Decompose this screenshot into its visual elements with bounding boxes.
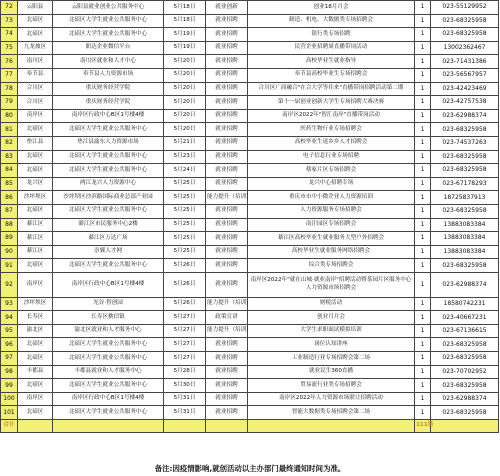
district-cell: 长寿区 [18, 311, 53, 325]
activity-type-cell: 就业招聘 [206, 150, 248, 164]
organizer-cell: 沙坪坝区沙滨路国际商业总部产业园 [53, 191, 164, 205]
date-cell: 5月25日 [164, 232, 206, 246]
phone-cell: 023-68325958 [431, 338, 499, 352]
activity-title-cell: 南岸区2022年"智汇南岸"直播带岗活动 [248, 109, 415, 123]
activity-title-cell: 智能大数据类专场招聘会第二场 [248, 406, 415, 420]
phone-cell: 023-68325958 [431, 28, 499, 42]
row-number-cell: 94 [1, 311, 18, 325]
table-row [1, 218, 499, 232]
district-cell: 奉节县 [18, 68, 53, 82]
organizer-cell: 南岸区行政中心B区1号楼4楼 [53, 272, 164, 297]
phone-cell: 023-42423469 [431, 82, 499, 96]
district-cell: 渝北区 [18, 324, 53, 338]
date-cell: 5月24日 [164, 164, 206, 178]
phone-cell: 023-68325958 [431, 123, 499, 137]
phone-cell: 023-68325958 [431, 164, 499, 178]
activity-type-cell: 就业创新 [206, 1, 248, 15]
row-number-cell: 87 [1, 204, 18, 218]
table-row [1, 311, 499, 325]
table-row [1, 68, 499, 82]
activity-type-cell: 就业招聘 [206, 365, 248, 379]
activity-type-cell: 就业招聘 [206, 338, 248, 352]
table-row [1, 28, 499, 42]
organizer-cell: 垫江县渝东人力资源市场 [53, 136, 164, 150]
phone-cell: 023-68325958 [431, 259, 499, 273]
activity-title-cell: 合川区广商融合"在合大学等往来"直播带岗招聘活动第二期 [248, 82, 415, 96]
district-cell: 云阳县 [18, 1, 53, 15]
table-row [1, 136, 499, 150]
activity-type-cell: 就业招聘 [206, 352, 248, 366]
session-count-cell: 1 [415, 136, 431, 150]
district-cell: 北碚区 [18, 406, 53, 420]
session-count-cell: 1 [415, 150, 431, 164]
row-number-cell: 92 [1, 272, 18, 297]
activity-title-cell: 制造、机电、大数据类专场招聘会 [248, 14, 415, 28]
activity-title-cell: 电子信息行业专场招聘 [248, 150, 415, 164]
table-row [1, 1, 499, 15]
activity-title-cell: 第十一届创业创新大学生专场招聘大赛决赛 [248, 96, 415, 110]
row-number-cell: 93 [1, 297, 18, 311]
table-row [1, 177, 499, 191]
session-count-cell: 1 [415, 14, 431, 28]
session-count-cell: 1 [415, 109, 431, 123]
activity-type-cell: 就业招聘 [206, 177, 248, 191]
activity-type-cell: 能力提升（培训） [206, 191, 248, 205]
date-cell: 5月31日 [164, 406, 206, 420]
table-row [1, 204, 499, 218]
phone-cell: 023-68325958 [431, 14, 499, 28]
total-blank-cell [18, 420, 53, 433]
phone-cell: 023-68325958 [431, 150, 499, 164]
activity-type-cell: 就业招聘 [206, 392, 248, 406]
row-number-cell: 95 [1, 324, 18, 338]
row-number-cell: 99 [1, 379, 18, 393]
phone-cell: 023-62988374 [431, 109, 499, 123]
date-cell: 5月25日 [164, 245, 206, 259]
session-count-cell: 1 [415, 41, 431, 55]
activity-type-cell: 就业招聘 [206, 41, 248, 55]
row-number-cell: 76 [1, 55, 18, 69]
activity-title-cell: 创业月月会 [248, 311, 415, 325]
organizer-cell: 渝北区就业和人才服务中心 [53, 324, 164, 338]
total-blank-cell [248, 420, 415, 433]
district-cell: 沙坪坝区 [18, 191, 53, 205]
table-row [1, 259, 499, 273]
organizer-cell: 长寿区桃信镇 [53, 311, 164, 325]
activity-type-cell: 就业招聘 [206, 28, 248, 42]
date-cell: 5月20日 [164, 55, 206, 69]
district-cell: 北碚区 [18, 379, 53, 393]
table-row [1, 245, 499, 259]
phone-cell: 023-68325958 [431, 204, 499, 218]
session-count-cell: 1 [415, 96, 431, 110]
activity-type-cell: 就业招聘 [206, 55, 248, 69]
total-row [1, 420, 499, 433]
activity-type-cell: 就业招聘 [206, 164, 248, 178]
organizer-cell: 北碚区大学生就业公共服务中心 [53, 28, 164, 42]
activity-type-cell: 就业招聘 [206, 272, 248, 297]
date-cell: 5月20日 [164, 109, 206, 123]
activity-type-cell: 能力提升（培训） [206, 324, 248, 338]
row-number-cell: 90 [1, 245, 18, 259]
activity-title-cell: 贸易流行业类专场招聘会 [248, 379, 415, 393]
organizer-cell: 南岸区行政中心B区1号楼4楼 [53, 392, 164, 406]
activity-title-cell: 人力资源服务专场招聘会 [248, 204, 415, 218]
date-cell: 5月20日 [164, 68, 206, 82]
district-cell: 北碚区 [18, 352, 53, 366]
activity-title-cell: 高校毕业生返乡乡人才招聘会 [248, 136, 415, 150]
phone-cell: 023-68325958 [431, 406, 499, 420]
phone-cell: 023-71431386 [431, 55, 499, 69]
activity-title-cell: 大学生求职面试模拟培训 [248, 324, 415, 338]
phone-cell: 023-55129952 [431, 1, 499, 15]
session-count-cell: 1 [415, 123, 431, 137]
session-count-cell: 1 [415, 164, 431, 178]
organizer-cell: 两江龙兴人力资源中心 [53, 177, 164, 191]
organizer-cell: 北碚区大学生就业公共服务中心 [53, 259, 164, 273]
district-cell: 合川区 [18, 82, 53, 96]
row-number-cell: 83 [1, 150, 18, 164]
organizer-cell: 北碚区大学生就业公共服务中心 [53, 150, 164, 164]
row-number-cell: 78 [1, 82, 18, 96]
phone-cell: 023-42757538 [431, 96, 499, 110]
session-count-cell: 1 [415, 55, 431, 69]
activity-type-cell: 就业招聘 [206, 232, 248, 246]
activity-title-cell: 高校毕业生就业指导 [248, 55, 415, 69]
row-number-cell: 80 [1, 109, 18, 123]
district-cell: 沙坪坝区 [18, 297, 53, 311]
table-row [1, 365, 499, 379]
activity-title-cell: 綦江区高校毕业生就业服务大型户外招聘会 [248, 232, 415, 246]
row-number-cell: 96 [1, 338, 18, 352]
phone-cell: 023-67178293 [431, 177, 499, 191]
session-count-cell: 1 [415, 379, 431, 393]
organizer-cell: 北碚区大学生就业公共服务中心 [53, 123, 164, 137]
date-cell: 5月25日 [164, 218, 206, 232]
date-cell: 5月18日 [164, 14, 206, 28]
session-count-cell: 1 [415, 232, 431, 246]
organizer-cell: 南川区就业和人才中心 [53, 55, 164, 69]
footnote: 备注:因疫情影响,就创活动以主办部门最终通知时间为准。 [154, 464, 346, 473]
organizer-cell: 丰都县就业和人才服务中心 [53, 365, 164, 379]
session-count-cell: 1 [415, 28, 431, 42]
organizer-cell: 北碚区大学生就业公共服务中心 [53, 164, 164, 178]
phone-cell: 023-40667231 [431, 311, 499, 325]
table-row [1, 123, 499, 137]
activity-type-cell: 就业招聘 [206, 406, 248, 420]
district-cell: 綦江区 [18, 218, 53, 232]
district-cell: 綦江区 [18, 245, 53, 259]
table-row [1, 41, 499, 55]
activity-title-cell: 蔡家片区专场招聘会 [248, 164, 415, 178]
row-number-cell: 101 [1, 406, 18, 420]
table-body [1, 1, 499, 420]
total-blank-cell [431, 420, 499, 433]
date-cell: 5月21日 [164, 136, 206, 150]
table-row [1, 392, 499, 406]
activity-title-cell: 银行类专场招聘 [248, 28, 415, 42]
table-row [1, 191, 499, 205]
district-cell: 南岸区 [18, 109, 53, 123]
table-row [1, 272, 499, 297]
activity-type-cell: 就业招聘 [206, 245, 248, 259]
phone-cell: 13002362467 [431, 41, 499, 55]
date-cell: 5月26日 [164, 272, 206, 297]
district-cell: 垫江县 [18, 136, 53, 150]
district-cell: 丰都县 [18, 365, 53, 379]
table-row [1, 96, 499, 110]
phone-cell: 023-68325958 [431, 379, 499, 393]
date-cell: 5月25日 [164, 191, 206, 205]
row-number-cell: 98 [1, 365, 18, 379]
date-cell: 5月26日 [164, 297, 206, 311]
phone-cell: 023-62988374 [431, 272, 499, 297]
activity-type-cell: 政策宣讲 [206, 311, 248, 325]
activity-type-cell: 就业招聘 [206, 204, 248, 218]
organizer-cell: 崇翼人才网 [53, 245, 164, 259]
table-row [1, 297, 499, 311]
activity-title-cell: 医药生物行业专场招聘会 [248, 123, 415, 137]
phone-cell: 13883083384 [431, 232, 499, 246]
date-cell: 5月27日 [164, 352, 206, 366]
session-count-cell: 1 [415, 272, 431, 297]
phone-cell: 023-67136615 [431, 324, 499, 338]
organizer-cell: 职达企业微信平台 [53, 41, 164, 55]
activity-type-cell: 就业招聘 [206, 14, 248, 28]
activity-title-cell: 创业18月月会 [248, 1, 415, 15]
table-row [1, 379, 499, 393]
district-cell: 合川区 [18, 96, 53, 110]
date-cell: 5月26日 [164, 259, 206, 273]
total-blank-cell [53, 420, 164, 433]
row-number-cell: 73 [1, 14, 18, 28]
activity-title-cell: 奉节县高校毕业生专场招聘会 [248, 68, 415, 82]
date-cell: 5月20日 [164, 123, 206, 137]
organizer-cell: 綦江区万达广场 [53, 232, 164, 246]
organizer-cell: 北碚区大学生就业公共服务中心 [53, 338, 164, 352]
date-cell: 5月20日 [164, 96, 206, 110]
district-cell: 北碚区 [18, 150, 53, 164]
total-count: 111场 [415, 420, 431, 433]
activity-title-cell: 就业民生360直播 [248, 365, 415, 379]
session-count-cell: 1 [415, 204, 431, 218]
organizer-cell: 云阳县就业创业公共服务中心 [53, 1, 164, 15]
activity-type-cell: 就业招聘 [206, 96, 248, 110]
activity-title-cell: 财税活动 [248, 297, 415, 311]
date-cell: 5月28日 [164, 365, 206, 379]
session-count-cell: 1 [415, 218, 431, 232]
table-row [1, 338, 499, 352]
total-blank-cell [164, 420, 206, 433]
phone-cell: 13883083384 [431, 245, 499, 259]
activity-title-cell: 龙兴中心招聘专场 [248, 177, 415, 191]
session-count-cell: 1 [415, 177, 431, 191]
activity-type-cell: 就业招聘 [206, 109, 248, 123]
organizer-cell: 北碚区大学生就业公共服务中心 [53, 14, 164, 28]
date-cell: 5月31日 [164, 392, 206, 406]
row-number-cell: 97 [1, 352, 18, 366]
activity-title-cell: 工业制造行业专场招聘会第二场 [248, 352, 415, 366]
session-count-cell: 1 [415, 311, 431, 325]
session-count-cell: 1 [415, 392, 431, 406]
phone-cell: 023-68325958 [431, 352, 499, 366]
session-count-cell: 1 [415, 259, 431, 273]
date-cell: 5月18日 [164, 1, 206, 15]
row-number-cell: 77 [1, 68, 18, 82]
organizer-cell: 重庆财务经营学院 [53, 96, 164, 110]
session-count-cell: 1 [415, 352, 431, 366]
date-cell: 5月20日 [164, 82, 206, 96]
row-number-cell: 79 [1, 96, 18, 110]
activity-title-cell: 岗位认知讲座 [248, 338, 415, 352]
phone-cell: 13883083384 [431, 218, 499, 232]
activity-type-cell: 就业招聘 [206, 218, 248, 232]
phone-cell: 023-74537263 [431, 136, 499, 150]
phone-cell: 023-62988374 [431, 392, 499, 406]
organizer-cell: 綦江区市民服务中心2楼 [53, 218, 164, 232]
organizer-cell: 北碚区大学生就业公共服务中心 [53, 406, 164, 420]
total-label: 合计 [1, 420, 18, 433]
activity-type-cell: 就业招聘 [206, 136, 248, 150]
row-number-cell: 84 [1, 164, 18, 178]
table-row [1, 82, 499, 96]
organizer-cell: 北碚区大学生就业公共服务中心 [53, 204, 164, 218]
table-row [1, 406, 499, 420]
date-cell: 5月25日 [164, 177, 206, 191]
organizer-cell: 北碚区大学生就业公共服务中心 [53, 352, 164, 366]
table-row [1, 232, 499, 246]
district-cell: 南岸区 [18, 272, 53, 297]
organizer-cell: 北碚区大学生就业公共服务中心 [53, 379, 164, 393]
district-cell: 北碚区 [18, 338, 53, 352]
activity-type-cell: 能力提升（培训） [206, 297, 248, 311]
session-count-cell: 1 [415, 324, 431, 338]
organizer-cell: 南岸区行政中心B区1号楼4楼 [53, 109, 164, 123]
district-cell: 北碚区 [18, 14, 53, 28]
district-cell: 南川区 [18, 55, 53, 69]
district-cell: 南岸区 [18, 392, 53, 406]
date-cell: 5月19日 [164, 28, 206, 42]
row-number-cell: 75 [1, 41, 18, 55]
table-row [1, 109, 499, 123]
district-cell: 北碚区 [18, 164, 53, 178]
table-row [1, 150, 499, 164]
activity-title-cell: 民营企业招聘周直播带岗活动 [248, 41, 415, 55]
row-number-cell: 72 [1, 1, 18, 15]
activity-title-cell: 南注园区专场招聘会 [248, 218, 415, 232]
activity-type-cell: 就业招聘 [206, 259, 248, 273]
row-number-cell: 82 [1, 136, 18, 150]
row-number-cell: 74 [1, 28, 18, 42]
date-cell: 5月27日 [164, 338, 206, 352]
activity-type-cell: 就业招聘 [206, 123, 248, 137]
row-number-cell: 86 [1, 191, 18, 205]
phone-cell: 18725837913 [431, 191, 499, 205]
activity-type-cell: 就业招聘 [206, 68, 248, 82]
activity-title-cell: 综合类专场招聘会 [248, 259, 415, 273]
date-cell: 5月27日 [164, 311, 206, 325]
session-count-cell: 1 [415, 191, 431, 205]
session-count-cell: 1 [415, 406, 431, 420]
table-row [1, 352, 499, 366]
row-number-cell: 100 [1, 392, 18, 406]
phone-cell: 18580742231 [431, 297, 499, 311]
date-cell: 5月19日 [164, 41, 206, 55]
district-cell: 北碚区 [18, 28, 53, 42]
row-number-cell: 81 [1, 123, 18, 137]
district-cell: 北碚区 [18, 123, 53, 137]
organizer-cell: 奉节县人力资源市场 [53, 68, 164, 82]
row-number-cell: 91 [1, 259, 18, 273]
activity-title-cell: 南岸区2022年"就在山城·就业南岸"招聘活动暨茶园片区服务中心人力资源市场招聘会 [248, 272, 415, 297]
phone-cell: 023-70702952 [431, 365, 499, 379]
table-row [1, 324, 499, 338]
activity-type-cell: 就业招聘 [206, 82, 248, 96]
session-count-cell: 1 [415, 297, 431, 311]
row-number-cell: 88 [1, 218, 18, 232]
district-cell: 北碚区 [18, 259, 53, 273]
district-cell: 綦江区 [18, 232, 53, 246]
session-count-cell: 1 [415, 68, 431, 82]
session-count-cell: 1 [415, 365, 431, 379]
session-count-cell: 1 [415, 82, 431, 96]
session-count-cell: 1 [415, 245, 431, 259]
row-number-cell: 89 [1, 232, 18, 246]
district-cell: 九龙坡区 [18, 41, 53, 55]
district-cell: 龙兴区 [18, 177, 53, 191]
date-cell: 5月27日 [164, 324, 206, 338]
date-cell: 5月30日 [164, 379, 206, 393]
activity-title-cell: 重庆市市中小微企业人力资源培训 [248, 191, 415, 205]
table-row [1, 55, 499, 69]
session-count-cell: 1 [415, 1, 431, 15]
organizer-cell: 光谷·智创园 [53, 297, 164, 311]
organizer-cell: 重庆财务经营学院 [53, 82, 164, 96]
date-cell: 5月23日 [164, 150, 206, 164]
table-row [1, 14, 499, 28]
activity-type-cell: 就业招聘 [206, 379, 248, 393]
district-cell: 北碚区 [18, 204, 53, 218]
row-number-cell: 85 [1, 177, 18, 191]
total-blank-cell [206, 420, 248, 433]
activity-title-cell: 高校毕业生就业服务网络招聘会 [248, 245, 415, 259]
session-count-cell: 1 [415, 338, 431, 352]
activity-title-cell: 南岸区2022年人力资源市场联让招聘活动 [248, 392, 415, 406]
date-cell: 5月25日 [164, 204, 206, 218]
table-row [1, 164, 499, 178]
phone-cell: 023-56567957 [431, 68, 499, 82]
